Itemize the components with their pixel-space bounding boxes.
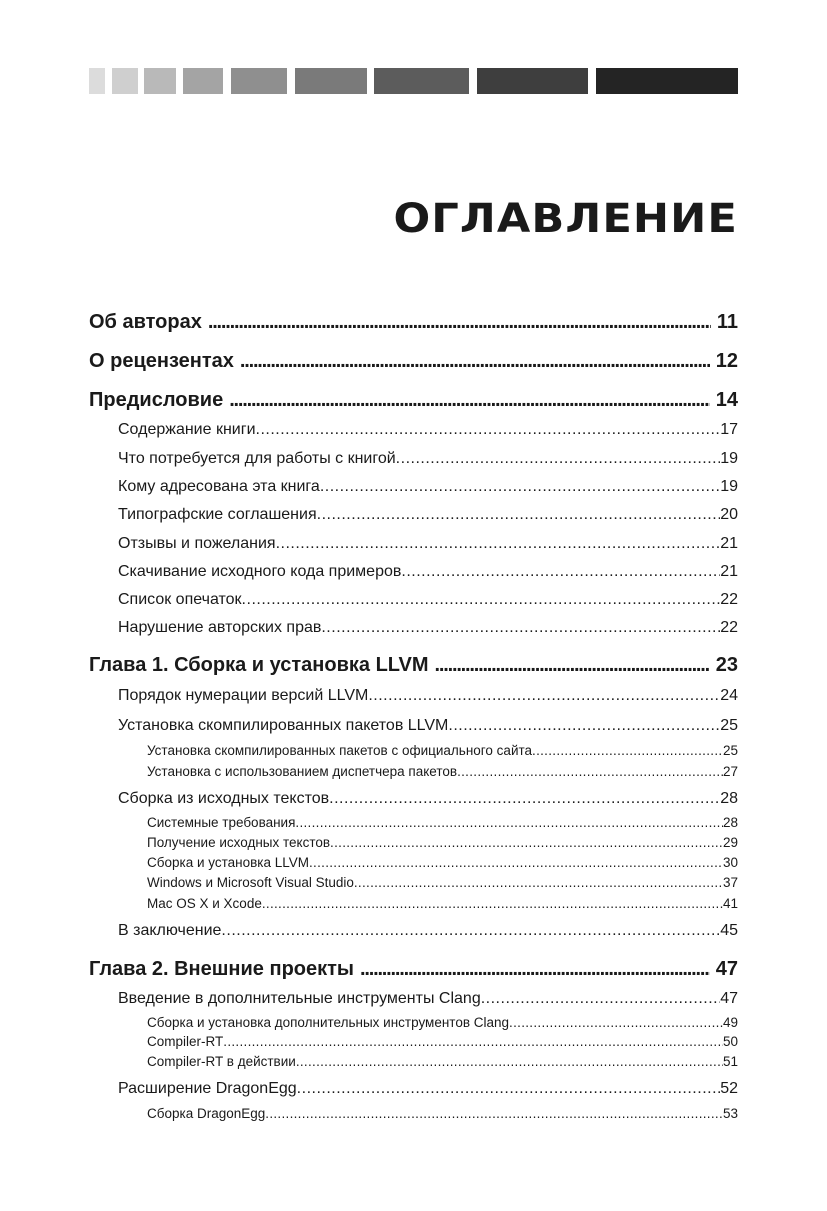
toc-entry-title: Сборка и установка LLVM — [147, 855, 309, 870]
toc-entry-page: 28 — [722, 815, 738, 830]
toc-entry-title: Содержание книги — [118, 421, 256, 438]
toc-leader-dots — [297, 1080, 721, 1098]
toc-entry-title: Установка скомпилированных пакетов LLVM — [118, 717, 449, 734]
toc-entry-level-1 — [89, 654, 738, 680]
toc-entry-level-2 — [118, 450, 738, 471]
header-bar-segment — [596, 68, 738, 94]
toc-leader-dots — [448, 717, 720, 735]
toc-leader-dots — [321, 619, 720, 637]
toc-leader-dots — [309, 855, 723, 870]
toc-entry-level-3 — [147, 835, 738, 853]
toc-entry-level-2 — [118, 1080, 738, 1101]
toc-leader-dots — [256, 421, 721, 439]
toc-leader-dots — [360, 958, 710, 981]
toc-entry-title: Список опечаток — [118, 591, 242, 608]
toc-entry-title: Windows и Microsoft Visual Studio — [147, 875, 354, 890]
toc-leader-dots — [368, 687, 720, 705]
toc-entry-level-2 — [118, 478, 738, 499]
toc-leader-dots — [401, 563, 720, 581]
toc-leader-dots — [354, 875, 723, 890]
toc-leader-dots — [242, 591, 721, 609]
toc-leader-dots — [396, 450, 721, 468]
header-bar-segment — [89, 68, 105, 94]
toc-entry-page: 25 — [720, 717, 738, 734]
toc-entry-title: Глава 2. Внешние проекты — [89, 958, 355, 980]
toc-leader-dots — [229, 389, 710, 412]
header-bar-segment — [374, 68, 469, 94]
toc-entry-level-3 — [147, 764, 738, 782]
toc-entry-title: Глава 1. Сборка и установка LLVM — [89, 654, 429, 676]
toc-entry-page: 24 — [720, 687, 738, 704]
toc-entry-title: Mac OS X и Xcode — [147, 896, 262, 911]
toc-entry-page: 22 — [720, 591, 738, 608]
toc-entry-title: Compiler-RT — [147, 1034, 224, 1049]
toc-leader-dots — [295, 815, 723, 830]
toc-entry-page: 19 — [720, 450, 738, 467]
header-bar-segment — [183, 68, 223, 94]
toc-entry-page: 22 — [720, 619, 738, 636]
toc-entry-level-2 — [118, 619, 738, 640]
toc-leader-dots — [262, 896, 723, 911]
toc-entry-level-2 — [118, 922, 738, 943]
header-bar-segment — [231, 68, 287, 94]
toc-entry-page: 11 — [716, 311, 738, 333]
toc-leader-dots — [265, 1106, 723, 1121]
toc-leader-dots — [435, 654, 710, 677]
toc-entry-title: Отзывы и пожелания — [118, 535, 276, 552]
toc-entry-title: Порядок нумерации версий LLVM — [118, 687, 369, 704]
toc-leader-dots — [481, 990, 720, 1008]
toc-entry-title: Compiler-RT в действии — [147, 1054, 296, 1069]
toc-leader-dots — [296, 1054, 723, 1069]
toc-entry-title: Сборка DragonEgg — [147, 1106, 266, 1121]
toc-entry-title: Типографские соглашения — [118, 506, 317, 523]
toc-entry-title: О рецензентах — [89, 350, 234, 372]
toc-entry-level-2 — [118, 790, 738, 811]
toc-entry-level-2 — [118, 506, 738, 527]
toc-entry-level-2 — [118, 591, 738, 612]
header-bar-segment — [112, 68, 138, 94]
header-bar-segment — [295, 68, 367, 94]
toc-entry-level-3 — [147, 875, 738, 893]
toc-entry-title: Предисловие — [89, 389, 224, 411]
toc-leader-dots — [240, 350, 710, 373]
toc-entry-level-2 — [118, 687, 738, 708]
toc-leader-dots — [320, 478, 720, 496]
toc-entry-title: Получение исходных текстов — [147, 835, 331, 850]
toc-entry-level-3 — [147, 1054, 738, 1072]
toc-entry-title: Сборка из исходных текстов — [118, 790, 330, 807]
header-bar-segment — [477, 68, 588, 94]
toc-entry-page: 50 — [722, 1034, 738, 1049]
toc-entry-page: 30 — [722, 855, 738, 870]
toc-entry-page: 37 — [722, 875, 738, 890]
toc-entry-page: 41 — [722, 896, 738, 911]
toc-entry-title: Установка скомпилированных пакетов с официального сайта — [147, 743, 533, 758]
toc-entry-level-3 — [147, 1015, 738, 1033]
toc-entry-title: Сборка и установка дополнительных инструментов Clang — [147, 1015, 510, 1030]
toc-entry-page: 20 — [720, 506, 738, 523]
toc-entry-title: В заключение — [118, 922, 222, 939]
toc-entry-level-3 — [147, 1034, 738, 1052]
toc-entry-page: 25 — [722, 743, 738, 758]
toc-entry-page: 19 — [720, 478, 738, 495]
header-bar-segment — [144, 68, 176, 94]
toc-entry-level-2 — [118, 990, 738, 1011]
page-title: ОГЛАВЛЕНИЕ — [393, 196, 738, 242]
toc-entry-title: Нарушение авторских прав — [118, 619, 322, 636]
toc-entry-level-1 — [89, 350, 738, 376]
toc-leader-dots — [329, 790, 720, 808]
toc-entry-title: Что потребуется для работы с книгой — [118, 450, 396, 467]
toc-entry-page: 28 — [720, 790, 738, 807]
toc-leader-dots — [223, 1034, 723, 1049]
toc-leader-dots — [509, 1015, 723, 1030]
toc-leader-dots — [330, 835, 723, 850]
toc-entry-title: Системные требования — [147, 815, 296, 830]
toc-entry-level-2 — [118, 535, 738, 556]
toc-entry-page: 47 — [720, 990, 738, 1007]
toc-leader-dots — [208, 311, 711, 334]
toc-entry-title: Кому адресована эта книга — [118, 478, 320, 495]
toc-entry-level-2 — [118, 717, 738, 738]
toc-entry-level-3 — [147, 896, 738, 914]
toc-entry-page: 49 — [722, 1015, 738, 1030]
toc-entry-page: 12 — [715, 350, 738, 372]
toc-leader-dots — [317, 506, 721, 524]
toc-entry-page: 47 — [715, 958, 738, 980]
toc-entry-page: 21 — [720, 535, 738, 552]
toc-entry-page: 14 — [715, 389, 738, 411]
toc-entry-title: Об авторах — [89, 311, 202, 333]
toc-entry-title: Установка с использованием диспетчера пакетов — [147, 764, 458, 779]
toc-entry-level-3 — [147, 1106, 738, 1124]
toc-entry-title: Введение в дополнительные инструменты Clang — [118, 990, 481, 1007]
toc-entry-page: 52 — [720, 1080, 738, 1097]
toc-entry-page: 21 — [720, 563, 738, 580]
toc-entry-page: 23 — [715, 654, 738, 676]
toc-entry-page: 45 — [720, 922, 738, 939]
toc-entry-level-1 — [89, 311, 738, 337]
toc-leader-dots — [532, 743, 723, 758]
toc-leader-dots — [276, 535, 721, 553]
toc-entry-page: 29 — [722, 835, 738, 850]
toc-entry-level-3 — [147, 855, 738, 873]
toc-entry-page: 17 — [720, 421, 738, 438]
toc-leader-dots — [221, 922, 720, 940]
toc-entry-level-1 — [89, 958, 738, 984]
toc-entry-title: Расширение DragonEgg — [118, 1080, 297, 1097]
toc-entry-level-3 — [147, 743, 738, 761]
toc-entry-level-1 — [89, 389, 738, 415]
toc-entry-page: 51 — [722, 1054, 738, 1069]
toc-entry-page: 27 — [722, 764, 738, 779]
toc-entry-level-2 — [118, 421, 738, 442]
toc-entry-title: Скачивание исходного кода примеров — [118, 563, 402, 580]
toc-entry-level-2 — [118, 563, 738, 584]
toc-entry-page: 53 — [722, 1106, 738, 1121]
toc-leader-dots — [457, 764, 723, 779]
toc-entry-level-3 — [147, 815, 738, 833]
